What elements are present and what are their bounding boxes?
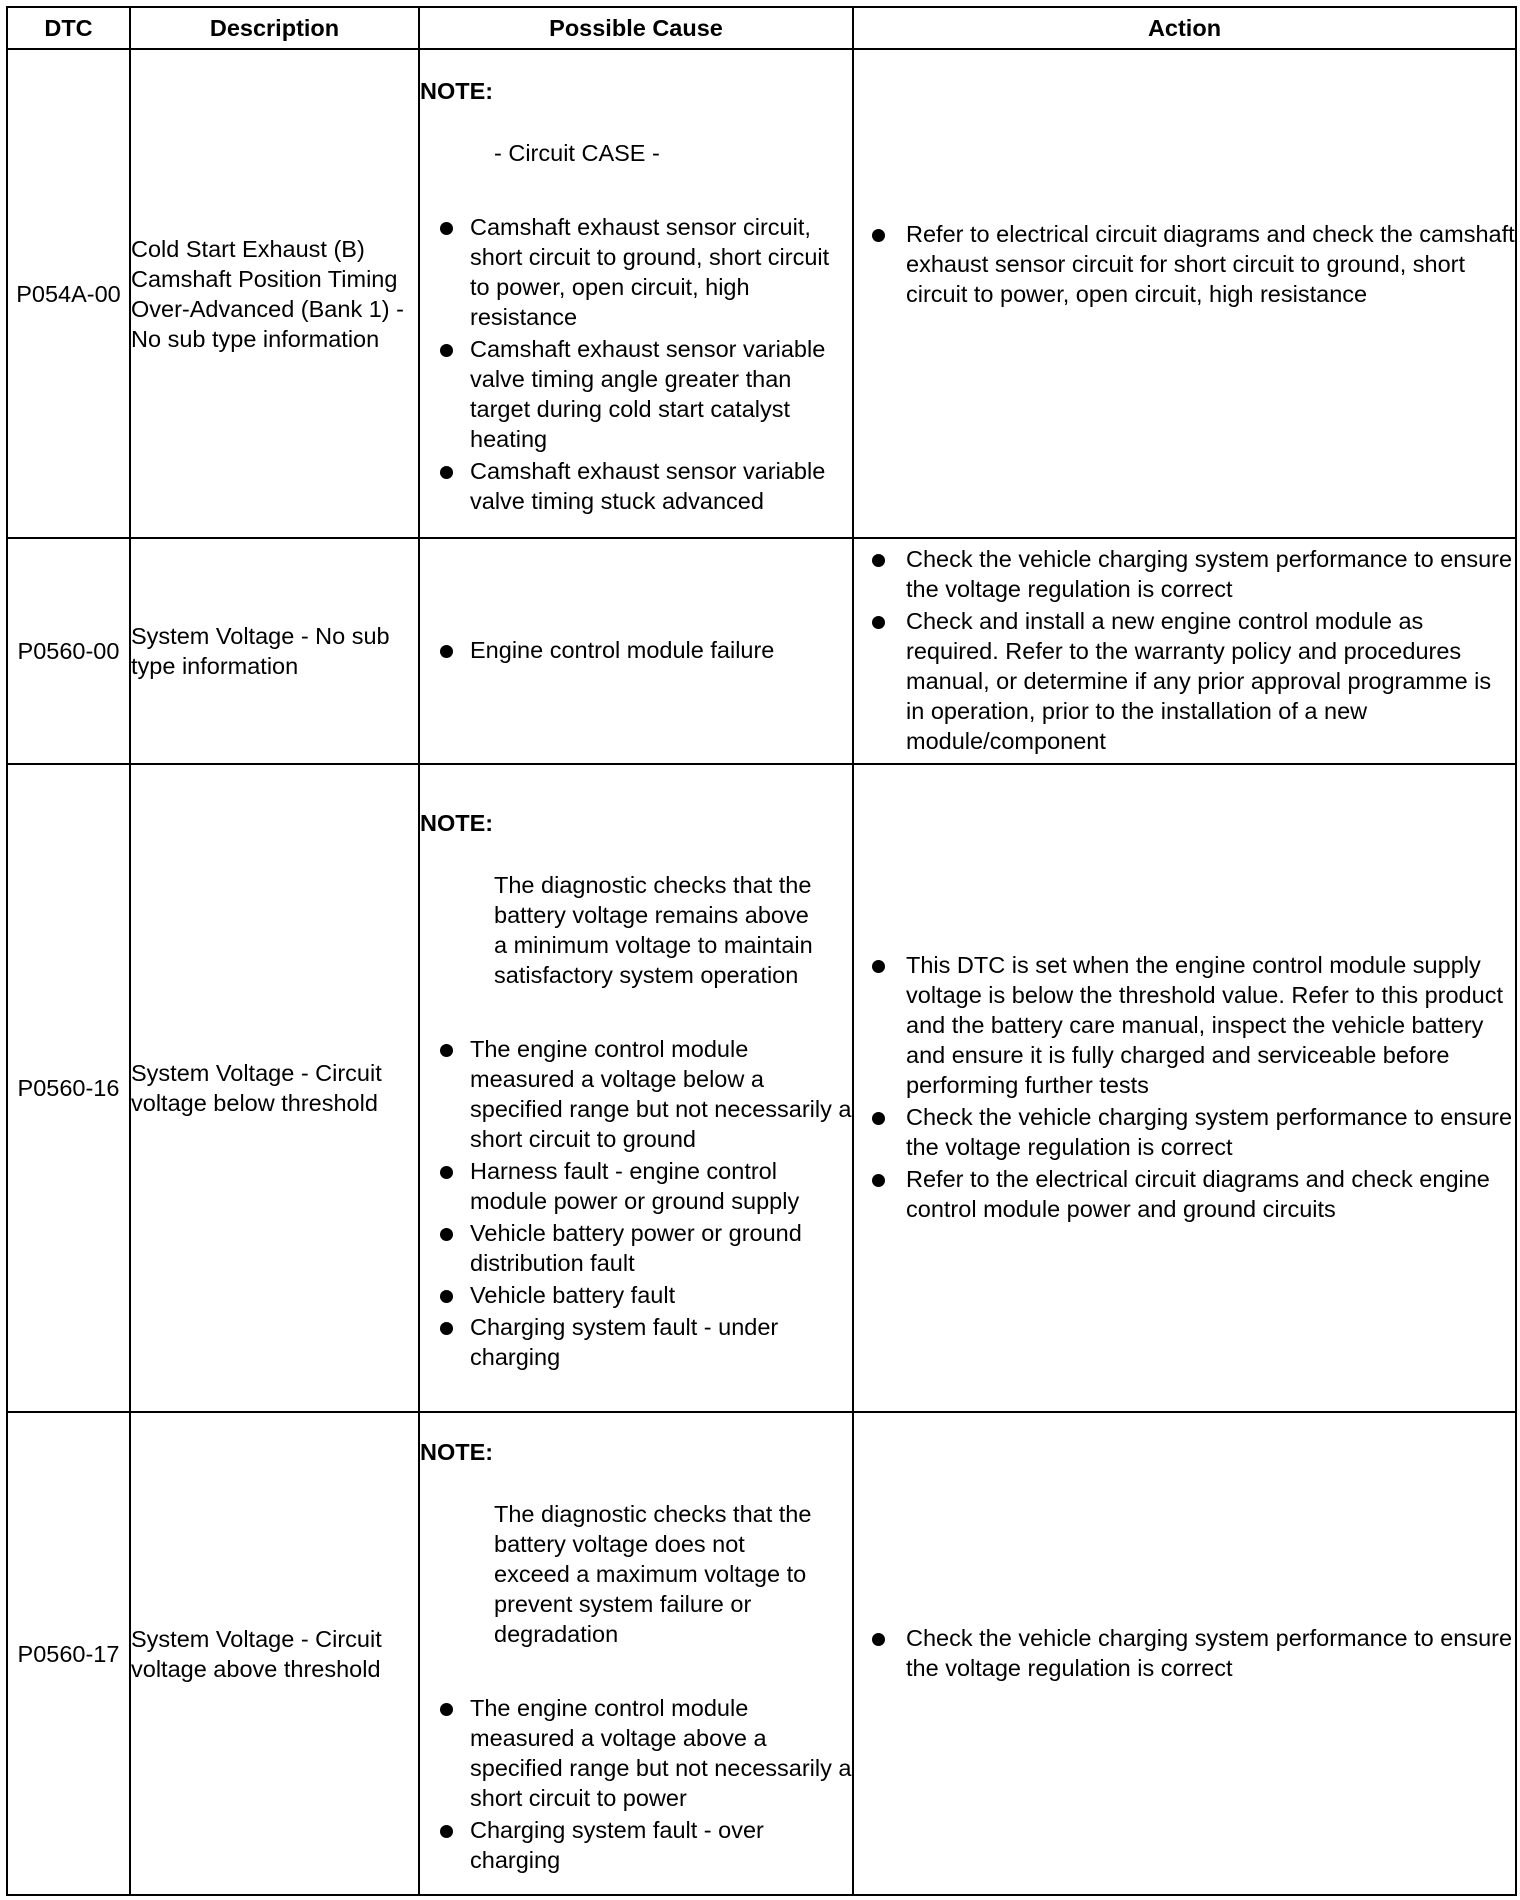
list-item bbox=[420, 334, 852, 454]
dtc-code: P054A-00 bbox=[7, 49, 130, 538]
action-cell bbox=[853, 764, 1516, 1412]
bullet-icon bbox=[440, 1290, 453, 1303]
bullet-icon bbox=[872, 616, 885, 629]
list-item bbox=[854, 544, 1515, 604]
bullet-icon bbox=[872, 554, 885, 567]
list-item bbox=[420, 1312, 852, 1372]
bullet-icon bbox=[440, 1166, 453, 1179]
note-text: The diagnostic checks that the battery voltage remains above a minimum voltage to maintain satisfactory system operation bbox=[494, 872, 813, 988]
list-item bbox=[854, 219, 1515, 309]
action-text: Check and install a new engine control module as required. Refer to the warranty policy and procedures manual, or determine if any prior approval programme is in operation, prior to the installation of a new module/component bbox=[906, 608, 1492, 754]
possible-cause-cell bbox=[419, 49, 853, 538]
possible-cause-cell bbox=[419, 1412, 853, 1895]
action-text: Refer to the electrical circuit diagrams and check engine control module power and ground circuits bbox=[906, 1166, 1490, 1222]
bullet-icon bbox=[872, 1112, 885, 1125]
cause-text: Charging system fault - over charging bbox=[470, 1816, 764, 1873]
action-text: Refer to electrical circuit diagrams and check the camshaft exhaust sensor circuit for short circuit to ground, short circuit to power, open circuit, high resistance bbox=[906, 220, 1515, 307]
note-label: NOTE: bbox=[420, 810, 494, 836]
cause-text: The engine control module measured a voltage below a specified range but not necessarily a short circuit to ground bbox=[470, 1036, 852, 1152]
bullet-icon bbox=[872, 229, 885, 242]
dtc-code: P0560-16 bbox=[7, 764, 130, 1412]
action-list bbox=[854, 544, 1515, 756]
table-row bbox=[7, 49, 1516, 538]
action-list bbox=[854, 950, 1515, 1224]
action-cell bbox=[853, 1412, 1516, 1895]
cause-text: The engine control module measured a voltage above a specified range but not necessarily a short circuit to power bbox=[470, 1694, 852, 1811]
action-text: Check the vehicle charging system performance to ensure the voltage regulation is correct bbox=[906, 1104, 1513, 1160]
action-cell bbox=[853, 538, 1516, 764]
cause-list bbox=[420, 635, 852, 665]
list-item bbox=[854, 1623, 1515, 1683]
table-row bbox=[7, 1412, 1516, 1895]
header-action: Action bbox=[853, 7, 1516, 49]
cause-text: Engine control module failure bbox=[470, 637, 775, 663]
list-item bbox=[420, 456, 852, 516]
list-item bbox=[854, 606, 1515, 756]
dtc-description: System Voltage - No sub type information bbox=[130, 538, 419, 764]
note-text: The diagnostic checks that the battery voltage does not exceed a maximum voltage to prevent system failure or degradation bbox=[494, 1500, 812, 1647]
list-item bbox=[854, 950, 1515, 1100]
action-cell bbox=[853, 49, 1516, 538]
bullet-icon bbox=[440, 1228, 453, 1241]
list-item bbox=[420, 212, 852, 332]
note-label: NOTE: bbox=[420, 77, 494, 104]
header-description: Description bbox=[130, 7, 419, 49]
cause-text: Vehicle battery power or ground distribution fault bbox=[470, 1220, 802, 1276]
possible-cause-cell bbox=[419, 538, 853, 764]
dtc-code: P0560-17 bbox=[7, 1412, 130, 1895]
action-text: Check the vehicle charging system performance to ensure the voltage regulation is correct bbox=[906, 1624, 1513, 1681]
cause-text: Harness fault - engine control module power or ground supply bbox=[470, 1158, 800, 1214]
cause-text: Charging system fault - under charging bbox=[470, 1314, 779, 1370]
note-text: - Circuit CASE - bbox=[494, 139, 660, 166]
action-text: This DTC is set when the engine control module supply voltage is below the threshold value. Refer to this product and the battery care manual, inspect the vehicle battery and ensure it is fully charged and serviceable before performing further tests bbox=[906, 952, 1503, 1098]
dtc-code: P0560-00 bbox=[7, 538, 130, 764]
cause-text: Camshaft exhaust sensor variable valve timing stuck advanced bbox=[470, 457, 826, 514]
bullet-icon bbox=[872, 1174, 885, 1187]
list-item bbox=[420, 1034, 852, 1154]
cause-text: Vehicle battery fault bbox=[470, 1282, 676, 1308]
cause-text: Camshaft exhaust sensor variable valve timing angle greater than target during cold start catalyst heating bbox=[470, 335, 826, 452]
list-item bbox=[420, 1280, 852, 1310]
cause-list bbox=[420, 1034, 852, 1372]
note-label: NOTE: bbox=[420, 1438, 494, 1465]
table-row bbox=[7, 764, 1516, 1412]
cause-text: Camshaft exhaust sensor circuit, short circuit to ground, short circuit to power, open circuit, high resistance bbox=[470, 213, 830, 330]
action-list bbox=[854, 219, 1515, 309]
header-dtc: DTC bbox=[7, 7, 130, 49]
table-row bbox=[7, 538, 1516, 764]
dtc-description: System Voltage - Circuit voltage above threshold bbox=[130, 1412, 419, 1895]
bullet-icon bbox=[440, 1322, 453, 1335]
list-item bbox=[420, 1693, 852, 1813]
possible-cause-cell bbox=[419, 764, 853, 1412]
bullet-icon bbox=[872, 960, 885, 973]
bullet-icon bbox=[440, 222, 453, 235]
action-list bbox=[854, 1623, 1515, 1683]
bullet-icon bbox=[440, 466, 453, 479]
list-item bbox=[420, 1815, 852, 1875]
bullet-icon bbox=[872, 1633, 885, 1646]
list-item bbox=[420, 1218, 852, 1278]
dtc-description: System Voltage - Circuit voltage below threshold bbox=[130, 764, 419, 1412]
list-item bbox=[854, 1102, 1515, 1162]
list-item bbox=[420, 1156, 852, 1216]
bullet-icon bbox=[440, 1703, 453, 1716]
bullet-icon bbox=[440, 1044, 453, 1057]
bullet-icon bbox=[440, 1825, 453, 1838]
list-item bbox=[420, 635, 852, 665]
bullet-icon bbox=[440, 344, 453, 357]
dtc-description: Cold Start Exhaust (B) Camshaft Position Timing Over-Advanced (Bank 1) - No sub type information bbox=[130, 49, 419, 538]
bullet-icon bbox=[440, 645, 453, 658]
cause-list bbox=[420, 212, 852, 516]
header-row bbox=[7, 7, 1516, 49]
action-text: Check the vehicle charging system performance to ensure the voltage regulation is correct bbox=[906, 546, 1513, 602]
cause-list bbox=[420, 1693, 852, 1875]
list-item bbox=[854, 1164, 1515, 1224]
header-possible-cause: Possible Cause bbox=[419, 7, 853, 49]
dtc-table bbox=[6, 6, 1517, 1896]
